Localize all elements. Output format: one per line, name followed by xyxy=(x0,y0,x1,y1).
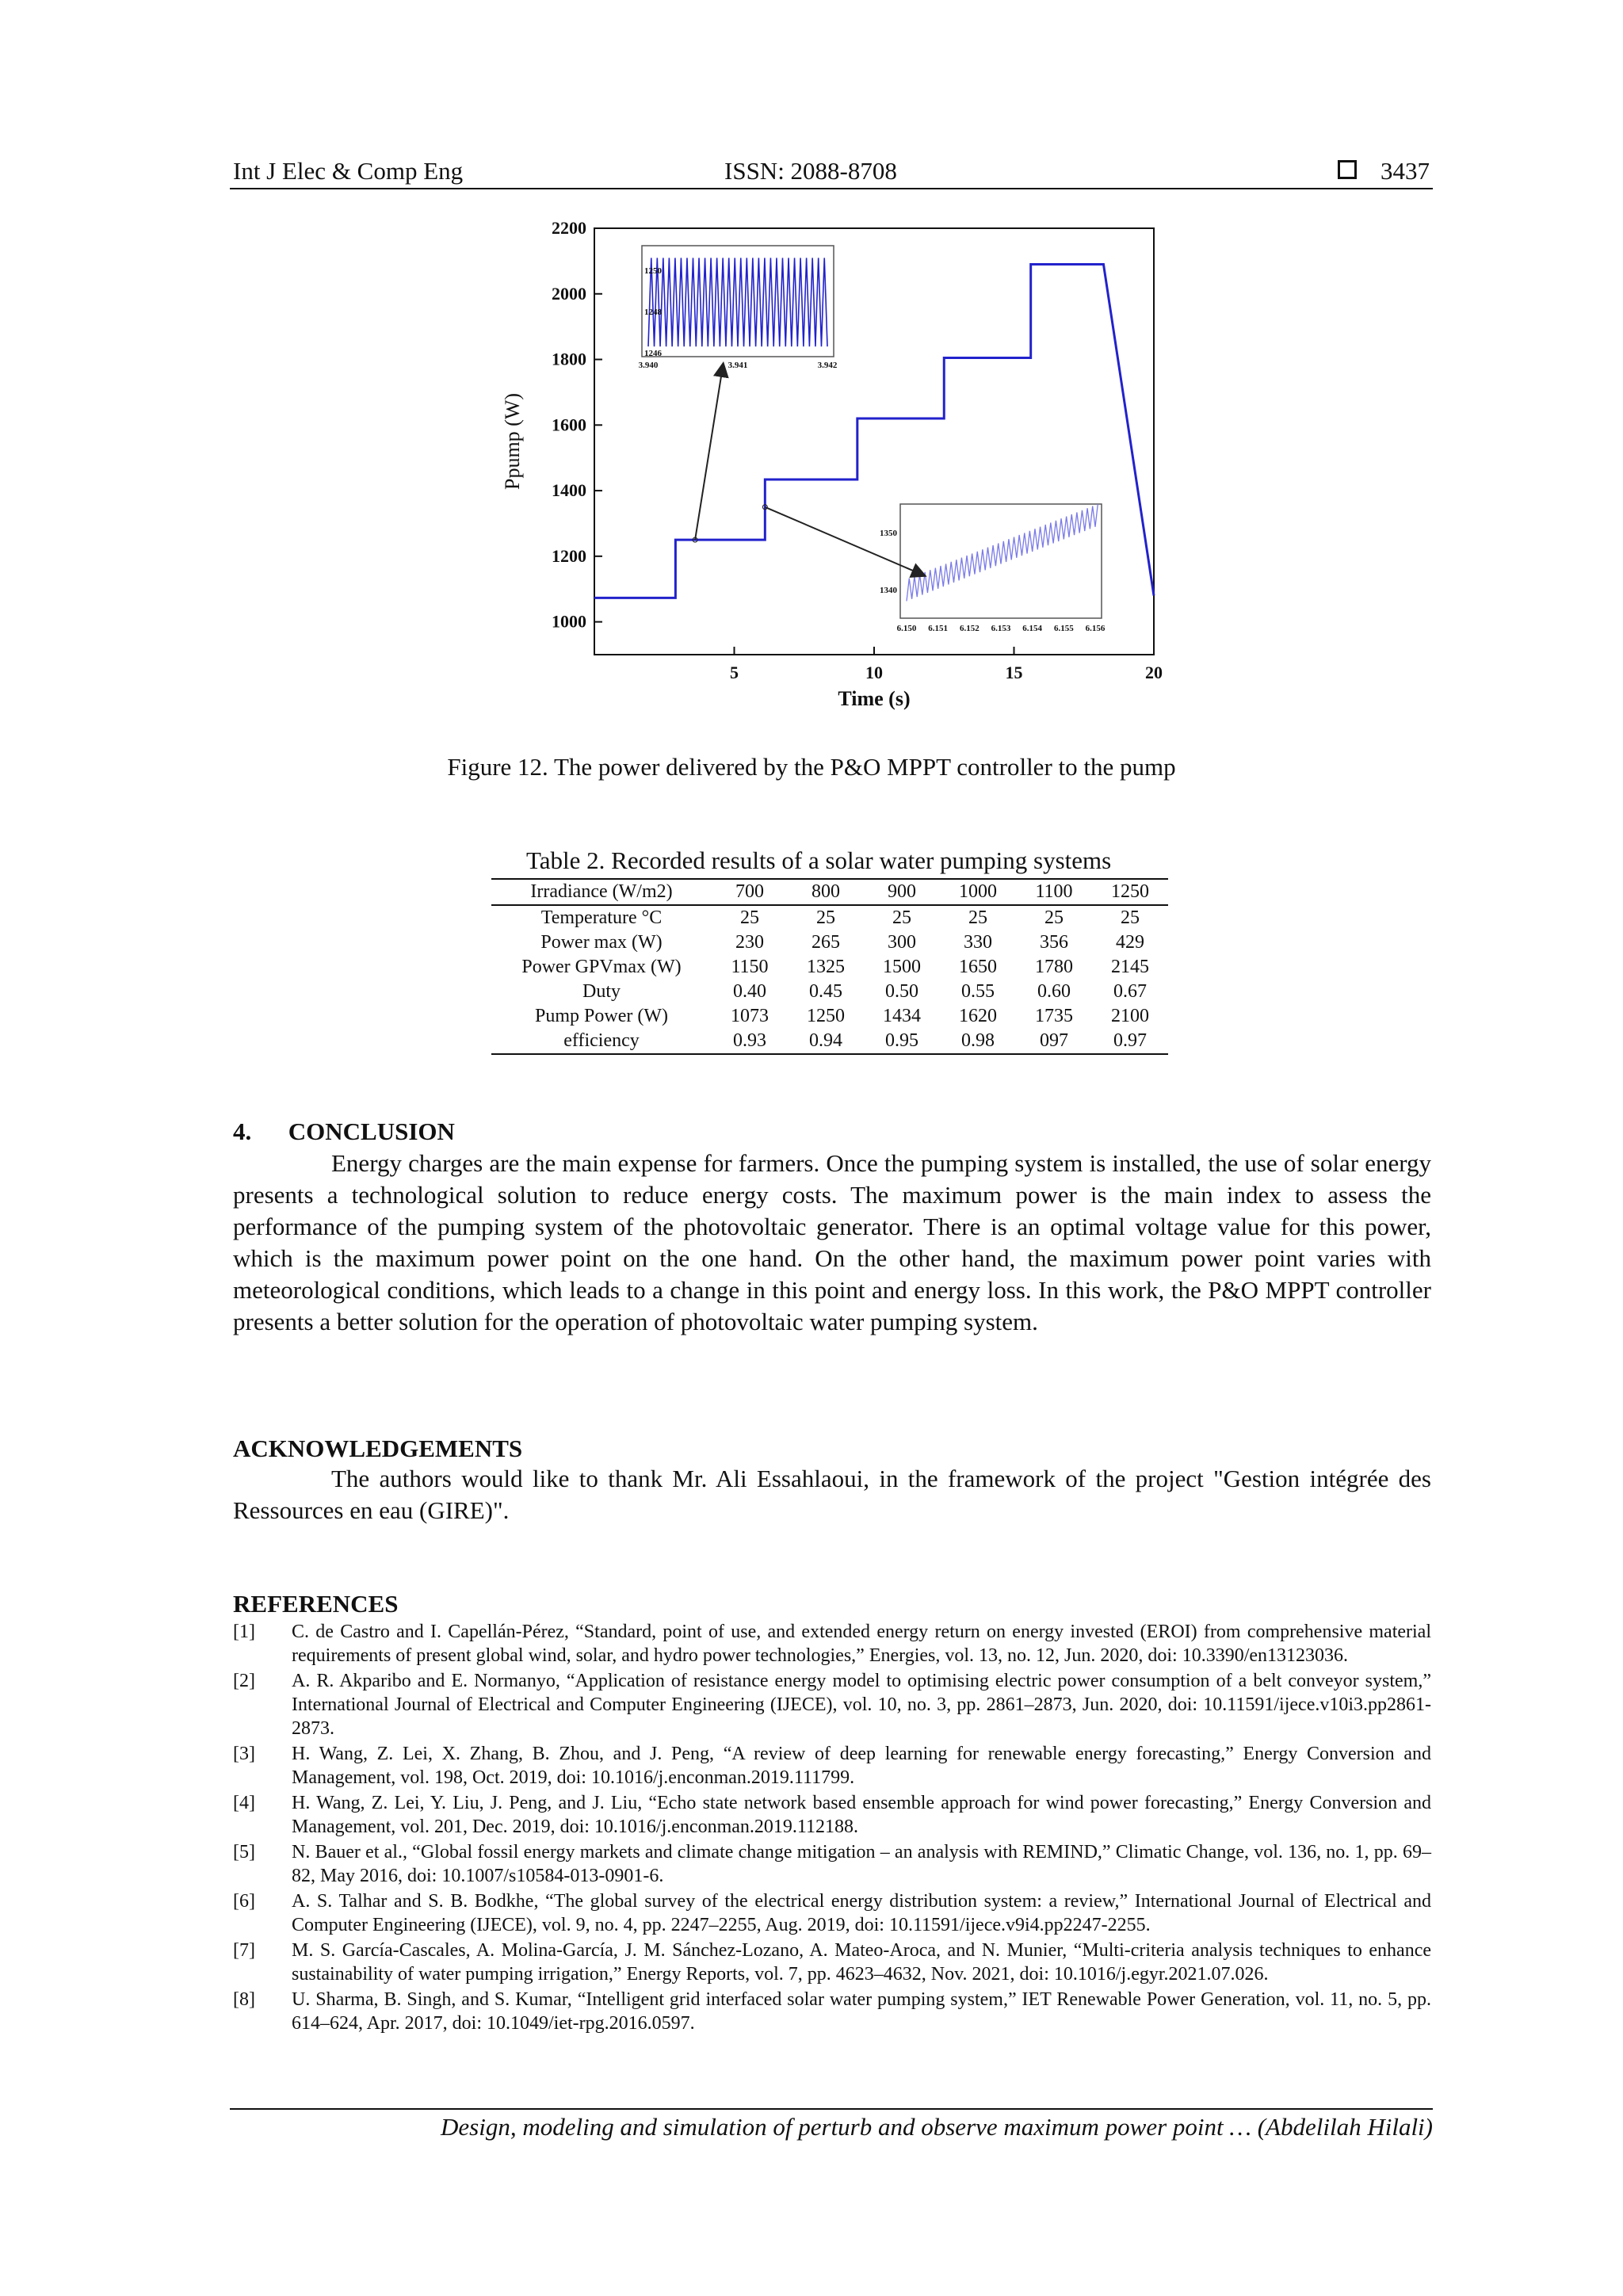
reference-item xyxy=(233,1742,1431,1790)
inset-right-x-label: 6.156 xyxy=(1085,624,1106,633)
inset-top-y-label: 1248 xyxy=(644,308,662,317)
table-cell: 1620 xyxy=(959,1006,997,1026)
page-footer: Design, modeling and simulation of perturb and observe maximum power point … (Abdelilah Hilali) xyxy=(441,2113,1433,2141)
inset-right-x-label: 6.154 xyxy=(1022,624,1043,633)
table-row xyxy=(491,1029,1168,1054)
issn: ISSN: 2088-8708 xyxy=(724,157,897,185)
table-cell: 25 xyxy=(892,907,911,928)
table-cell: 1150 xyxy=(731,957,769,977)
reference-list xyxy=(233,1620,1431,2037)
table-cell: 0.40 xyxy=(733,981,766,1002)
page-header xyxy=(230,152,1433,190)
y-tick-label: 2200 xyxy=(552,218,586,238)
table-cell: 230 xyxy=(735,932,764,953)
journal-name: Int J Elec & Comp Eng xyxy=(233,157,464,185)
table-2 xyxy=(491,846,1173,1055)
table-row-label: Pump Power (W) xyxy=(535,1006,668,1026)
y-tick-label: 2000 xyxy=(552,283,586,304)
reference-text: N. Bauer et al., “Global fossil energy markets and climate change mitigation – an analysis with REMIND,” Climatic Change, vol. 136, no. 1, pp. 69–82, May 2016, doi: 10.1007/s10584-013-0901-6. xyxy=(292,1842,1431,1886)
inset-top-x-label: 3.941 xyxy=(727,361,748,370)
reference-number: [3] xyxy=(233,1744,255,1764)
reference-text: H. Wang, Z. Lei, X. Zhang, B. Zhou, and J. Peng, “A review of deep learning for renewable energy forecasting,” Energy Conversion and Management, vol. 198, Oct. 2019, doi: 10.1016/j.enconman.2019.111799. xyxy=(292,1744,1431,1788)
header-rule xyxy=(230,188,1433,189)
reference-number: [5] xyxy=(233,1842,255,1862)
table-row xyxy=(491,955,1168,980)
figure-12 xyxy=(491,206,1189,729)
table-header-cell: 1000 xyxy=(940,879,1016,905)
table-row xyxy=(491,930,1168,955)
table-cell: 1434 xyxy=(883,1006,921,1026)
table-cell: 1780 xyxy=(1035,957,1073,977)
table-cell: 300 xyxy=(888,932,916,953)
table-caption: Table 2. Recorded results of a solar water pumping systems xyxy=(526,846,1112,874)
inset-right-x-label: 6.152 xyxy=(959,624,980,633)
table-cell: 0.60 xyxy=(1037,981,1071,1002)
table-cell: 25 xyxy=(816,907,835,928)
reference-text: A. S. Talhar and S. B. Bodkhe, “The global survey of the electrical energy distribution system: a review,” International Journal of Electrical and Computer Engineering (IJECE), vol. 9, no. 4, pp. 2247–2255, Aug. 2019, doi: 10.11591/ijece.v9i4.pp2247-2255. xyxy=(292,1891,1431,1935)
table-row xyxy=(491,905,1168,930)
table-cell: 0.50 xyxy=(885,981,918,1002)
reference-number: [2] xyxy=(233,1671,255,1691)
footer-rule xyxy=(230,2108,1433,2110)
table-row-label: efficiency xyxy=(491,1029,712,1054)
inset-top-y-label: 1250 xyxy=(644,266,662,276)
reference-text: H. Wang, Z. Lei, Y. Liu, J. Peng, and J. Liu, “Echo state network based ensemble approach for wind power forecasting,” Energy Conversion and Management, vol. 201, Dec. 2019, doi: 10.1016/j.enconman.2019.112188. xyxy=(292,1793,1431,1837)
reference-number: [1] xyxy=(233,1622,255,1642)
table-cell: 25 xyxy=(740,907,759,928)
inset-right-x-label: 6.155 xyxy=(1053,624,1074,633)
reference-item xyxy=(233,1988,1431,2035)
reference-text: U. Sharma, B. Singh, and S. Kumar, “Intelligent grid interfaced solar water pumping system,” IET Renewable Power Generation, vol. 11, no. 5, pp. 614–624, Apr. 2017, doi: 10.1049/iet-rpg.2016.0597. xyxy=(292,1989,1431,2034)
references-heading: REFERENCES xyxy=(233,1590,399,1618)
table-row-label: Power max (W) xyxy=(540,932,663,953)
table-header-cell: 1100 xyxy=(1016,879,1092,905)
table-cell: 429 xyxy=(1116,932,1144,953)
reference-number: [4] xyxy=(233,1793,255,1813)
table-cell: 0.67 xyxy=(1113,981,1147,1002)
table-cell: 1250 xyxy=(807,1006,845,1026)
table-header-cell: 1250 xyxy=(1092,879,1168,905)
y-tick-label: 1800 xyxy=(552,349,586,369)
inset-right-y-label: 1340 xyxy=(880,586,897,595)
table-cell: 356 xyxy=(1040,932,1068,953)
reference-number: [7] xyxy=(233,1940,255,1961)
reference-item xyxy=(233,1889,1431,1937)
table-header-cell: 800 xyxy=(788,879,864,905)
x-tick-label: 5 xyxy=(730,663,739,682)
table-cell: 25 xyxy=(968,907,987,928)
x-tick-label: 15 xyxy=(1005,663,1023,682)
acknowledgements-heading: ACKNOWLEDGEMENTS xyxy=(233,1435,523,1462)
table-cell: 0.55 xyxy=(961,981,995,1002)
reference-number: [6] xyxy=(233,1891,255,1912)
table-row xyxy=(491,980,1168,1004)
reference-item xyxy=(233,1840,1431,1888)
x-tick-label: 20 xyxy=(1145,663,1163,682)
table-cell: 0.45 xyxy=(809,981,842,1002)
page-number: 3437 xyxy=(1381,157,1430,185)
inset-right-x-label: 6.151 xyxy=(928,624,949,633)
results-table xyxy=(491,878,1168,1055)
reference-number: [8] xyxy=(233,1989,255,2010)
table-header-cell: 700 xyxy=(712,879,788,905)
table-cell: 1650 xyxy=(959,957,997,977)
inset-right-x-label: 6.153 xyxy=(991,624,1011,633)
inset-right-y-label: 1350 xyxy=(880,529,897,538)
power-chart xyxy=(491,206,1189,729)
reference-text: C. de Castro and I. Capellán-Pérez, “Standard, point of use, and extended energy return on energy invested (EROI) from comprehensive material requirements of present global wind, solar, and hydro power technologies,” Energies, vol. 13, no. 12, Jun. 2020, doi: 10.3390/en13123036. xyxy=(292,1622,1431,1666)
x-tick-label: 10 xyxy=(865,663,883,682)
table-cell: 0.94 xyxy=(788,1029,864,1054)
conclusion-heading: 4. CONCLUSION xyxy=(233,1117,455,1145)
reference-text: M. S. García-Cascales, A. Molina-García, J. M. Sánchez-Lozano, A. Mateo-Aroca, and N. Munier, “Multi-criteria analysis techniques to enhance sustainability of water pumping irrigation,” Energy Reports, vol. 7, pp. 4623–4632, Nov. 2021, doi: 10.1016/j.egyr.2021.07.026. xyxy=(292,1940,1431,1985)
square-icon xyxy=(1338,160,1357,179)
table-cell: 0.95 xyxy=(864,1029,940,1054)
reference-text: A. R. Akparibo and E. Normanyo, “Application of resistance energy model to optimising electric power consumption of a belt conveyor system,” International Journal of Electrical and Computer Engineering (IJECE), vol. 10, no. 3, pp. 2861–2873, Jun. 2020, doi: 10.11591/ijece.v10i3.pp2861-2873. xyxy=(292,1671,1431,1739)
table-header-label: Irradiance (W/m2) xyxy=(491,879,712,905)
table-cell: 1325 xyxy=(807,957,845,977)
reference-item xyxy=(233,1939,1431,1986)
reference-item xyxy=(233,1669,1431,1740)
table-cell: 25 xyxy=(1121,907,1140,928)
table-cell: 2145 xyxy=(1111,957,1149,977)
table-cell: 265 xyxy=(812,932,840,953)
table-header-row xyxy=(491,879,1168,905)
y-tick-label: 1000 xyxy=(552,611,586,632)
y-tick-label: 1200 xyxy=(552,545,586,566)
inset-right-x-label: 6.150 xyxy=(896,624,917,633)
inset-top-x-label: 3.942 xyxy=(817,361,838,370)
conclusion-paragraph: Energy charges are the main expense for farmers. Once the pumping system is installed, the use of solar energy presents a technological solution to reduce energy costs. The maximum power is the main index to assess the performance of the pumping system of the photovoltaic generator. There is an optimal voltage value for this power, which is the maximum power point on the one hand. On the other hand, the maximum power point varies with meteorological conditions, which leads to a change in this point and energy loss. In this work, the P&O MPPT controller presents a better solution for the operation of photovoltaic water pumping system. xyxy=(233,1149,1431,1335)
table-header-cell: 900 xyxy=(864,879,940,905)
y-tick-label: 1400 xyxy=(552,480,586,501)
acknowledgements-paragraph: The authors would like to thank Mr. Ali Essahlaoui, in the framework of the project "Gestion intégrée des Ressources en eau (GIRE)". xyxy=(233,1465,1431,1524)
inset-top-y-label: 1246 xyxy=(644,349,662,358)
x-axis-label: Time (s) xyxy=(838,687,911,710)
inset-top-x-label: 3.940 xyxy=(638,361,659,370)
figure-caption: Figure 12. The power delivered by the P&O MPPT controller to the pump xyxy=(447,753,1176,781)
table-row xyxy=(491,1004,1168,1029)
table-cell: 330 xyxy=(964,932,992,953)
table-cell: 25 xyxy=(1044,907,1064,928)
table-cell: 0.98 xyxy=(940,1029,1016,1054)
table-cell: 097 xyxy=(1016,1029,1092,1054)
table-row-label: Duty xyxy=(582,981,621,1002)
table-cell: 0.97 xyxy=(1092,1029,1168,1054)
y-tick-label: 1600 xyxy=(552,415,586,435)
table-cell: 0.93 xyxy=(712,1029,788,1054)
table-row-label: Temperature °C xyxy=(540,907,663,928)
table-cell: 1073 xyxy=(731,1006,769,1026)
reference-item xyxy=(233,1791,1431,1839)
table-cell: 1500 xyxy=(883,957,921,977)
y-axis-label: Ppump (W) xyxy=(501,392,524,491)
table-cell: 1735 xyxy=(1035,1006,1073,1026)
table-cell: 2100 xyxy=(1111,1006,1149,1026)
table-row-label: Power GPVmax (W) xyxy=(521,957,682,977)
reference-item xyxy=(233,1620,1431,1668)
